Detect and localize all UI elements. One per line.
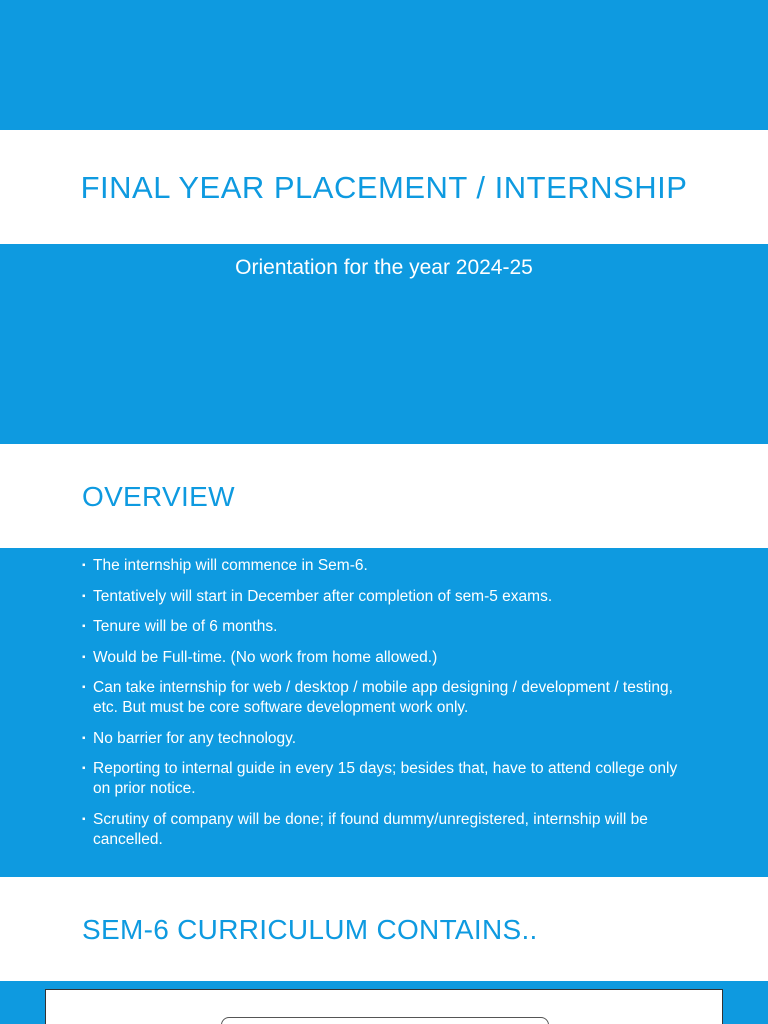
bullet-item	[80, 617, 680, 637]
bullet-text: Scrutiny of company will be done; if found dummy/unregistered, internship will be cancelled.	[93, 810, 648, 848]
curriculum-body	[0, 981, 768, 1024]
title-section	[0, 130, 768, 244]
bullet-icon: ▪	[82, 651, 86, 663]
bullet-text: Tenure will be of 6 months.	[93, 618, 278, 635]
bullet-item	[80, 729, 680, 749]
overview-bullet-list	[80, 556, 680, 860]
bullet-icon: ▪	[82, 682, 86, 693]
bullet-text: Reporting to internal guide in every 15 days; besides that, have to attend college only on prior notice.	[93, 760, 678, 797]
bullet-icon: ▪	[82, 732, 86, 744]
page-title: FINAL YEAR PLACEMENT / INTERNSHIP	[80, 170, 688, 205]
curriculum-header	[0, 877, 768, 981]
bullet-icon: ▪	[82, 590, 86, 602]
page-subtitle: Orientation for the year 2024-25	[235, 256, 533, 279]
curriculum-heading: SEM-6 CURRICULUM CONTAINS..	[82, 914, 538, 945]
bullet-icon: ▪	[82, 560, 86, 571]
bullet-item	[80, 759, 680, 799]
bullet-text: Can take internship for web / desktop / mobile app designing / development / testing, etc. But must be core software development work only.	[93, 679, 673, 716]
overview-body	[0, 548, 768, 877]
bullet-item	[80, 556, 680, 576]
bullet-icon: ▪	[82, 621, 86, 632]
curriculum-diagram-box	[221, 1017, 549, 1024]
top-banner	[0, 0, 768, 130]
bullet-item	[80, 648, 680, 668]
curriculum-diagram-frame	[45, 989, 723, 1024]
overview-heading: OVERVIEW	[82, 481, 235, 512]
bullet-text: The internship will commence in Sem-6.	[93, 557, 368, 574]
overview-header	[0, 444, 768, 548]
bullet-item	[80, 587, 680, 607]
bullet-icon: ▪	[82, 813, 86, 825]
subtitle-section	[0, 244, 768, 444]
bullet-text: Would be Full-time. (No work from home allowed.)	[93, 648, 438, 666]
bullet-text: No barrier for any technology.	[93, 729, 297, 747]
bullet-item	[80, 678, 680, 718]
bullet-item	[80, 810, 680, 850]
bullet-text: Tentatively will start in December after completion of sem-5 exams.	[93, 587, 553, 605]
bullet-icon: ▪	[82, 763, 86, 774]
